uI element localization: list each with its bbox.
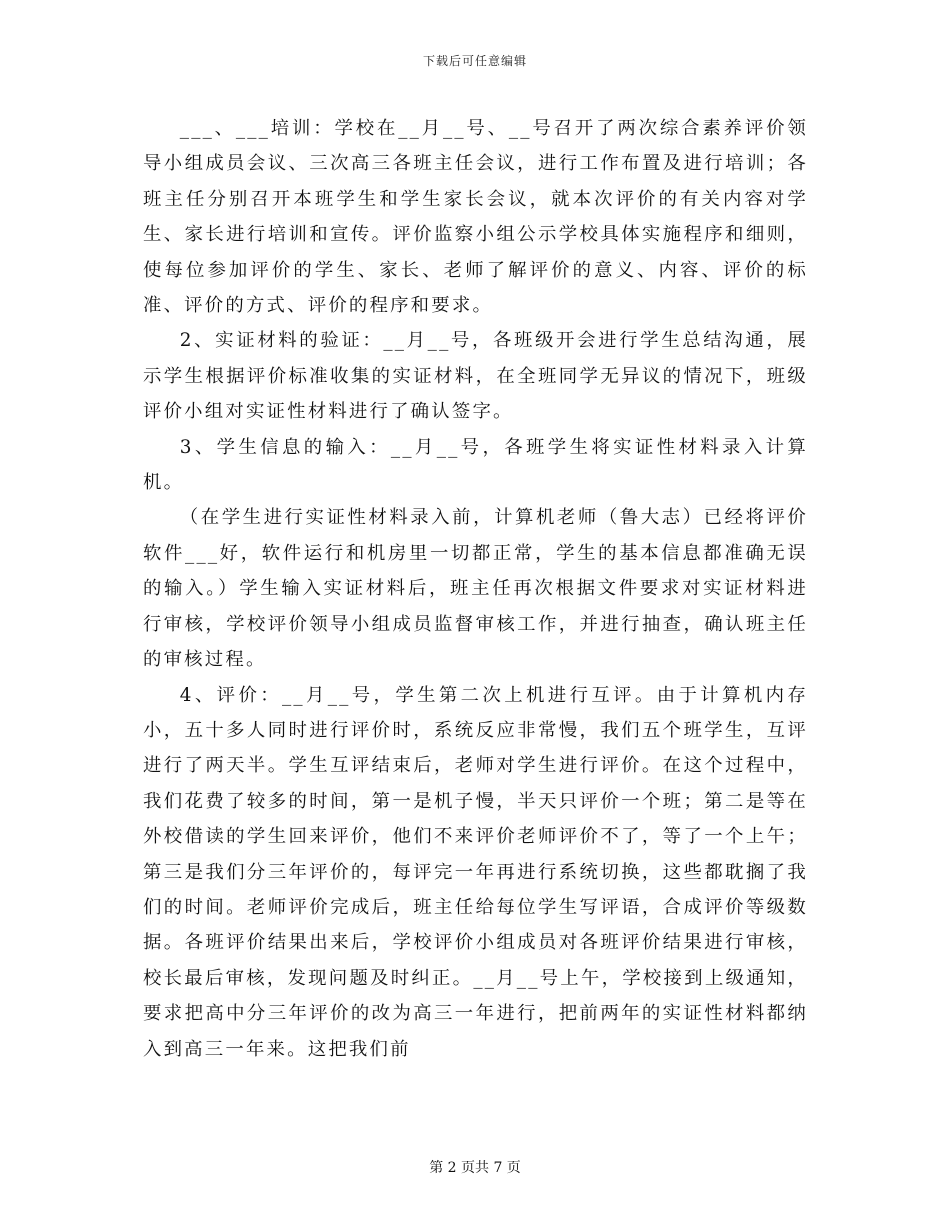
paragraph-evaluation: 4、评价：__月__号，学生第二次上机进行互评。由于计算机内存小，五十多人同时进行评价时，系统反应非常慢，我们五个班学生，互评进行了两天半。学生互评结束后，老师对学生进行评价。在这个过程中，我们花费了较多的时间，第一是机子慢，半天只评价一个班；第二是等在外校借读的学生回来评价，他们不来评价老师评价不了，等了一个上午；第三是我们分三年评价的，每评完一年再进行系统切换，这些都耽搁了我们的时间。老师评价完成后，班主任给每位学生写评语，合成评价等级数据。各班评价结果出来后，学校评价小组成员对各班评价结果进行审核，校长最后审核，发现问题及时纠正。__月__号上午，学校接到上级通知，要求把高中分三年评价的改为高三一年进行，把前两年的实证性材料都纳入到高三一年来。这把我们前 bbox=[143, 684, 808, 1060]
page-header: 下载后可任意编辑 bbox=[422, 54, 527, 68]
paragraph-evidence-verification: 2、实证材料的验证：__月__号，各班级开会进行学生总结沟通，展示学生根据评价标准收集的实证材料，在全班同学无异议的情况下，班级评价小组对实证性材料进行了确认签字。 bbox=[143, 330, 808, 423]
paragraph-student-info-input: 3、学生信息的输入：__月__号，各班学生将实证性材料录入计算机。 bbox=[143, 436, 808, 494]
document-body bbox=[143, 111, 808, 1067]
paragraph-training: ___、___培训：学校在__月__号、__号召开了两次综合素养评价领导小组成员会议、三次高三各班主任会议，进行工作布置及进行培训；各班主任分别召开本班学生和学生家长会议，就本次评价的有关内容对学生、家长进行培训和宣传。评价监察小组公示学校具体实施程序和细则，使每位参加评价的学生、家长、老师了解评价的意义、内容、评价的标准、评价的方式、评价的程序和要求。 bbox=[143, 118, 808, 317]
paragraph-input-note: （在学生进行实证性材料录入前，计算机老师（鲁大志）已经将评价软件___好，软件运行和机房里一切都正常，学生的基本信息都准确无误的输入。）学生输入实证材料后，班主任再次根据文件要求对实证材料进行审核，学校评价领导小组成员监督审核工作，并进行抽查，确认班主任的审核过程。 bbox=[143, 507, 808, 671]
page-number-footer: 第 2 页共 7 页 bbox=[429, 1160, 521, 1176]
